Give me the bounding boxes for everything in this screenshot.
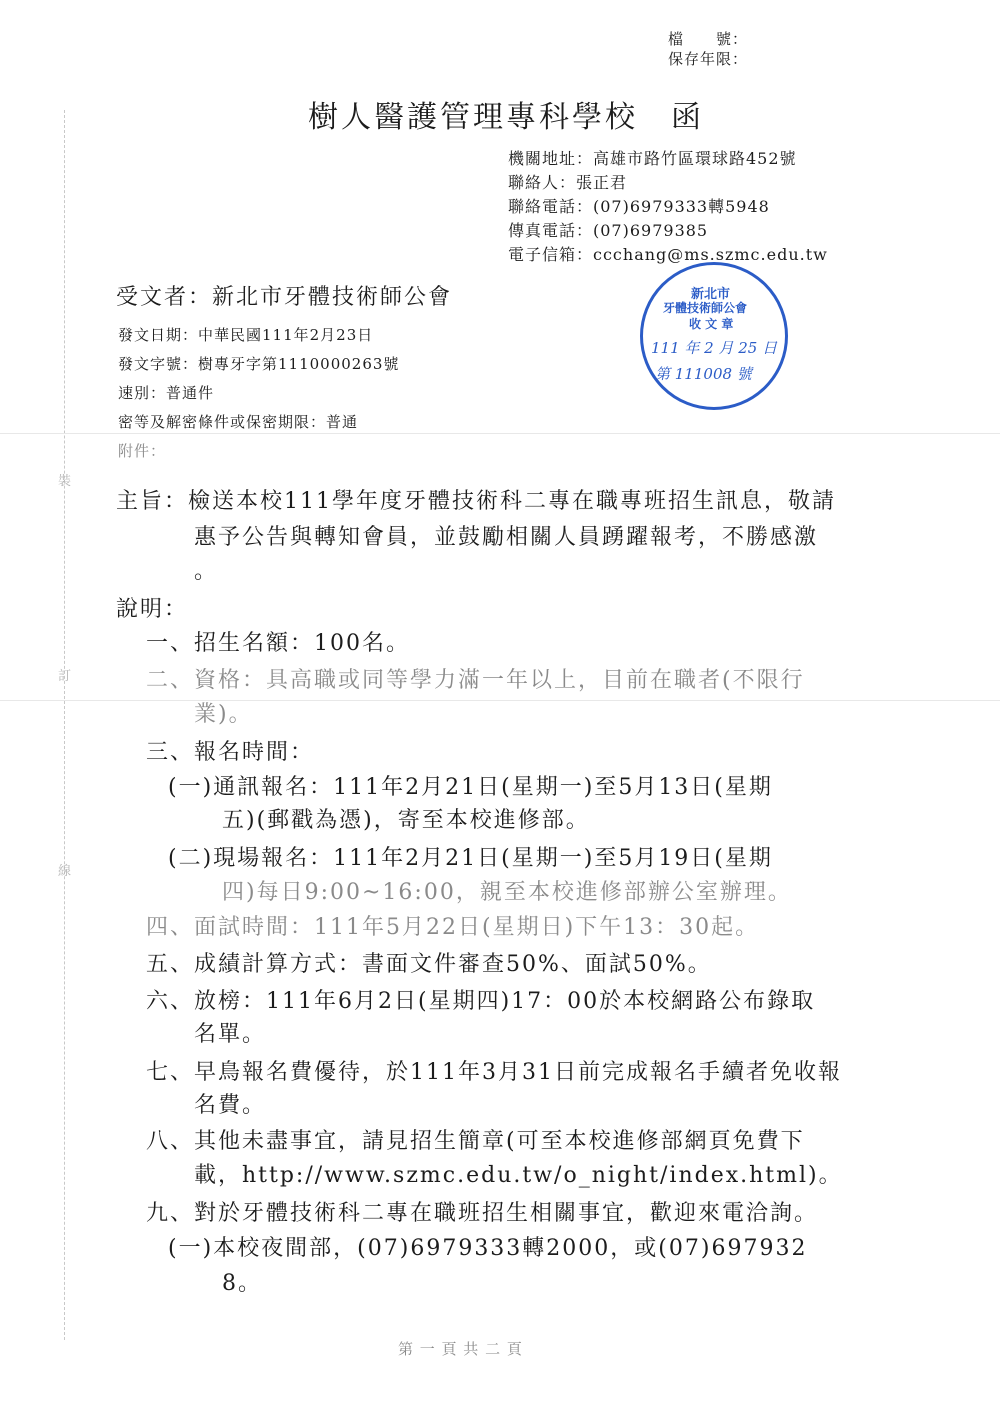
binding-dashed-line [64,110,65,1340]
item-2-line-1: 二、資格：具高職或同等學力滿一年以上，目前在職者(不限行 [146,668,805,693]
retention-period-label: 保存年限： [668,50,749,68]
stamp-org-line2: 牙體技術師公會 [663,301,748,315]
item-9-1-line-2: 8。 [222,1271,262,1296]
stamp-date: 111 年 2 月 25 日 [651,339,778,357]
subject-line-1: 主旨：檢送本校111學年度牙體技術科二專在職專班招生訊息，敬請 [116,489,836,514]
subject-line-3: 。 [194,559,219,584]
item-1: 一、招生名額：100名。 [146,631,410,656]
receipt-stamp [640,262,788,410]
stamp-receipt-label: 收 文 章 [689,317,734,331]
secrecy-level: 密等及解密條件或保密期限：普通 [118,413,359,431]
item-3-1-line-1: (一)通訊報名：111年2月21日(星期一)至5月13日(星期 [168,775,773,800]
scan-artifact-line [0,700,1000,701]
item-3-2-line-1: (二)現場報名：111年2月21日(星期一)至5月19日(星期 [168,846,773,871]
margin-mark-line: 線 [58,864,72,879]
stamp-number: 第 111008 號 [655,365,752,383]
scan-artifact-line [0,433,1000,434]
file-number-label: 檔 號： [668,30,749,48]
attachment-label: 附件： [118,442,167,460]
page-footer: 第 一 頁 共 二 頁 [398,1340,523,1358]
recipient: 受文者：新北市牙體技術師公會 [116,285,453,310]
subject-line-2: 惠予公告與轉知會員，並鼓勵相關人員踴躍報考，不勝感激 [194,525,819,550]
item-8-line-2: 載，http://www.szmc.edu.tw/o_night/index.html)。 [194,1163,843,1188]
explanation-label: 說明： [116,597,189,622]
item-2-line-2: 業)。 [194,702,253,727]
item-9-1-line-1: (一)本校夜間部，(07)6979333轉2000，或(07)697932 [168,1236,808,1261]
margin-mark-order: 訂 [58,669,72,684]
contact-fax: 傳真電話：(07)6979385 [508,221,709,240]
document-title: 樹人醫護管理專科學校 函 [308,100,704,135]
item-3-2-line-2: 四)每日9:00~16:00，親至本校進修部辦公室辦理。 [222,880,792,905]
contact-address: 機關地址：高雄市路竹區環球路452號 [508,149,797,168]
contact-person: 聯絡人：張正君 [508,173,628,192]
contact-phone: 聯絡電話：(07)6979333轉5948 [508,197,770,216]
item-4: 四、面試時間：111年5月22日(星期日)下午13：30起。 [146,915,760,940]
issue-number: 發文字號：樹專牙字第1110000263號 [118,355,400,373]
contact-email: 電子信箱：ccchang@ms.szmc.edu.tw [508,245,828,264]
issue-date: 發文日期：中華民國111年2月23日 [118,326,374,344]
stamp-org-line1: 新北市 [691,287,731,302]
item-6-line-2: 名單。 [194,1022,267,1047]
margin-mark-bind: 裝 [58,474,72,489]
item-3: 三、報名時間： [146,740,315,765]
delivery-speed: 速別：普通件 [118,384,215,402]
item-3-1-line-2: 五)(郵戳為憑)，寄至本校進修部。 [222,808,590,833]
item-7-line-1: 七、早鳥報名費優待，於111年3月31日前完成報名手續者免收報 [146,1060,842,1085]
item-5: 五、成績計算方式：書面文件審查50%、面試50%。 [146,952,712,977]
item-8-line-1: 八、其他未盡事宜，請見招生簡章(可至本校進修部網頁免費下 [146,1129,805,1154]
item-6-line-1: 六、放榜：111年6月2日(星期四)17：00於本校網路公布錄取 [146,989,816,1014]
item-7-line-2: 名費。 [194,1093,267,1118]
item-9: 九、對於牙體技術科二專在職班招生相關事宜，歡迎來電洽詢。 [146,1201,819,1226]
